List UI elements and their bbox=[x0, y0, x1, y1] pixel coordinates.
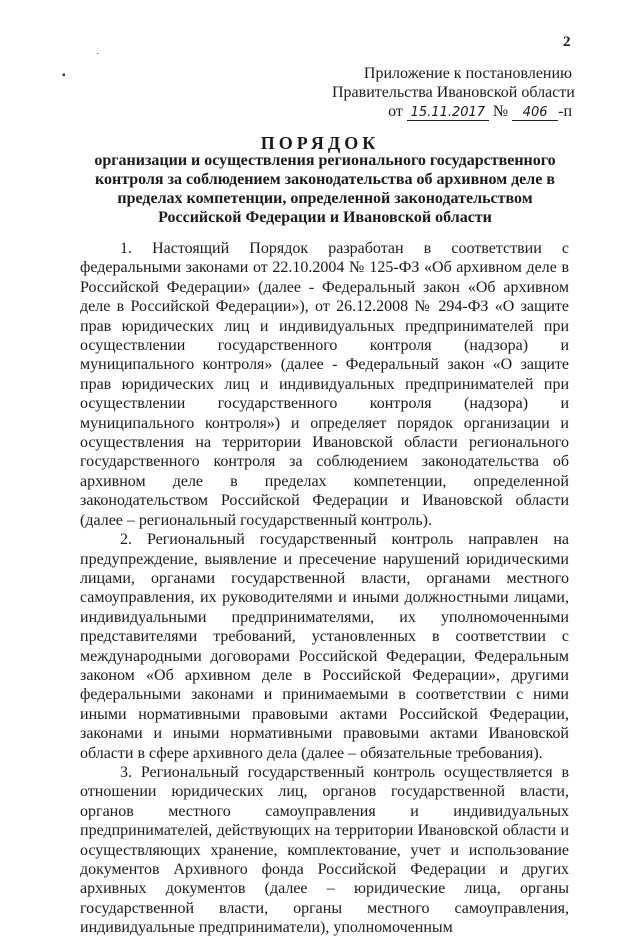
appendix-line-3 bbox=[332, 102, 572, 121]
appendix-header bbox=[332, 64, 575, 121]
number-suffix: -п bbox=[558, 103, 572, 120]
paragraph-3: 3. Региональный государственный контроль осуществляется в отношении юридических лиц, органов государственной власти, органов местного самоуправления и индивидуальных предпринимателей, действующих на территории Ивановской области и осуществляющих хранение, комплектование, учет и использование документов Архивного фонда Российской Федерации и других архивных документов (далее – юридические лица, органы государственной власти, органы местного самоуправления, индивидуальные предприниматели), уполномоченным bbox=[80, 763, 569, 937]
document-subtitle: организации и осуществления регионального государственного контроля за соблюдением законодательства об архивном деле в пределах компетенции, определенной законодательством Российской Федерации и Ивановской области bbox=[94, 152, 556, 226]
scan-mark: ▪ bbox=[62, 70, 66, 81]
handwritten-date: 15.11.2017 bbox=[407, 106, 489, 121]
page-number: 2 bbox=[563, 34, 571, 50]
from-label: от bbox=[388, 103, 403, 120]
number-label: № bbox=[492, 103, 509, 120]
appendix-line-1: Приложение к постановлению bbox=[363, 65, 572, 82]
document-body bbox=[80, 239, 569, 938]
appendix-line-2: Правительства Ивановской области bbox=[332, 84, 575, 101]
paragraph-1: 1. Настоящий Порядок разработан в соответствии с федеральными законами от 22.10.2004 № 125-ФЗ «Об архивном деле в Российской Федерации» (далее - Федеральный закон «Об архивном деле в Российской Федерации»), от 26.12.2008 № 294-ФЗ «О защите прав юридических лиц и индивидуальных предпринимателей при осуществлении государственного контроля (надзора) и муниципального контроля» (далее - Федеральный закон «О защите прав юридических лиц и индивидуальных предпринимателей при осуществлении государственного контроля (надзора) и муниципального контроля») и определяет порядок организации и осуществления на территории Ивановской области регионального государственного контроля за соблюдением законодательства об архивном деле в пределах компетенции, определенной законодательством Российской Федерации и Ивановской области (далее – региональный государственный контроль). bbox=[80, 240, 569, 529]
document-title: ПОРЯДОК bbox=[260, 133, 380, 153]
handwritten-number: 406 bbox=[512, 106, 558, 121]
scan-mark: ˙ bbox=[96, 52, 100, 63]
paragraph-2: 2. Региональный государственный контроль направлен на предупреждение, выявление и пресечение нарушений юридическими лицами, органами государственной власти, органами местного самоуправления, их руководителями и иными должностными лицами, индивидуальными предпринимателями, их уполномоченными представителями требований, установленных в соответствии с международными договорами Российской Федерации, Федеральным законом «Об архивном деле в Российской Федерации», другими федеральными законами и принимаемыми в соответствии с ними иными нормативными правовыми актами Российской Федерации, законами и иными нормативными правовыми актами Ивановской области в сфере архивного дела (далее – обязательные требования). bbox=[80, 531, 569, 762]
